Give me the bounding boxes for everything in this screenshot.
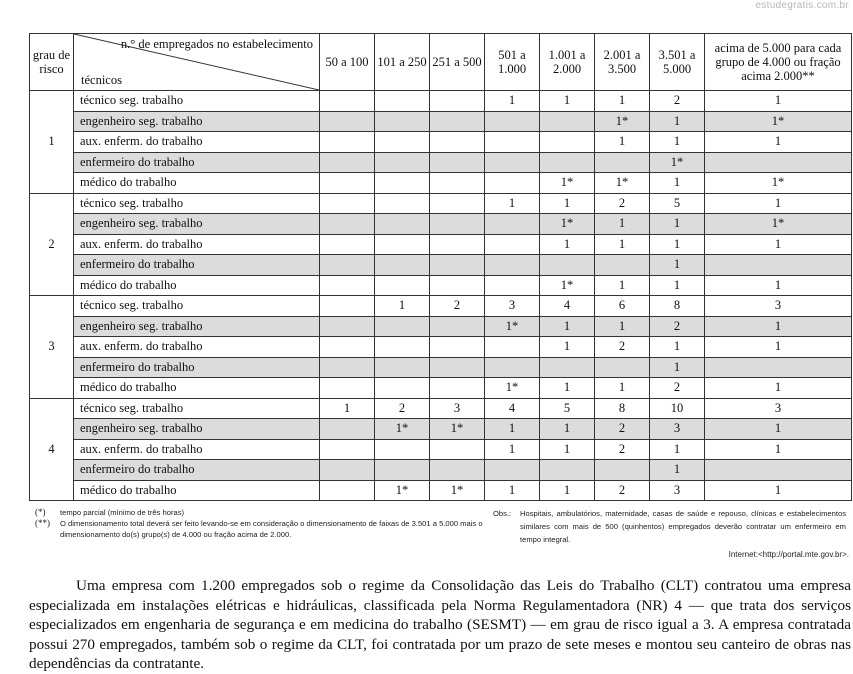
role-label-cell: aux. enferm. do trabalho [74,234,320,255]
count-cell [705,255,852,276]
count-cell: 1 [705,480,852,501]
count-cell: 8 [595,398,650,419]
role-label-cell: enfermeiro do trabalho [74,460,320,481]
count-cell: 1* [375,480,430,501]
count-cell: 1 [595,214,650,235]
count-cell: 1* [485,316,540,337]
count-cell: 1 [595,234,650,255]
grau-risco-cell: 1 [30,91,74,194]
role-label-cell: enfermeiro do trabalho [74,357,320,378]
count-cell [375,460,430,481]
num-empregados-header: n.° de empregados no estabelecimento [120,37,313,51]
obs-text: Hospitais, ambulatórios, maternidade, casas de saúde e repouso, clínicas e estabelecimentos similares com mais de 500 (quinhentos) empregados deverão contratar um enfermeiro em tempo integral. [520,509,846,544]
count-cell: 1 [485,193,540,214]
count-cell [320,378,375,399]
count-cell: 2 [650,91,705,112]
count-cell: 1 [650,173,705,194]
footnote-text: tempo parcial (mínimo de três horas) [60,508,185,517]
footnote-text: O dimensionamento total deverá ser feito levando-se em consideração o dimensionamento de faixas de 3.501 a 5.000 mais o dimensionamento do(s) grupo(s) de 4.000 ou fração acima de 2.000. [60,519,483,539]
count-cell: 2 [595,480,650,501]
count-cell [320,460,375,481]
count-cell: 1 [485,439,540,460]
role-label-cell: técnico seg. trabalho [74,296,320,317]
count-cell [485,337,540,358]
table-row [30,316,852,337]
count-cell [540,152,595,173]
count-cell [430,111,485,132]
count-cell [430,152,485,173]
role-label-cell: engenheiro seg. trabalho [74,111,320,132]
count-cell: 1* [705,173,852,194]
count-cell: 3 [705,398,852,419]
count-cell: 6 [595,296,650,317]
source-citation: Internet:<http://portal.mte.gov.br>. [728,550,849,559]
grau-risco-cell: 2 [30,193,74,296]
count-cell: 5 [650,193,705,214]
count-cell [320,316,375,337]
count-cell [430,439,485,460]
count-cell: 1* [595,173,650,194]
obs-label: Obs.: [493,509,512,518]
count-cell [705,357,852,378]
role-label-cell: médico do trabalho [74,480,320,501]
table-row [30,480,852,501]
count-cell: 1* [705,214,852,235]
count-cell [320,419,375,440]
count-cell [430,316,485,337]
role-label-cell: engenheiro seg. trabalho [74,214,320,235]
range-header: 101 a 250 [375,34,430,91]
footnote-tempo-parcial [29,507,489,518]
count-cell: 1 [540,378,595,399]
role-label-cell: engenheiro seg. trabalho [74,419,320,440]
table-row [30,193,852,214]
count-cell [595,255,650,276]
count-cell: 1 [540,480,595,501]
count-cell [375,111,430,132]
count-cell: 1* [540,214,595,235]
grau-risco-cell: 3 [30,296,74,399]
count-cell [375,275,430,296]
role-label-cell: técnico seg. trabalho [74,398,320,419]
question-paragraph: Uma empresa com 1.200 empregados sob o regime da Consolidação das Leis do Trabalho (CLT) contratou uma empresa especializada em instalações elétricas e hidráulicas, classificada pela Norma Regulamentadora (NR) 4 — que trata dos serviços especializados em engenharia de segurança e em medicina do trabalho (SESMT) — em grau de risco igual a 3. A empresa contratada possui 270 empregados, também sob o regime da CLT, foi contratada por um prazo de sete meses e montou seu canteiro de obras nas dependências da contratante. [29,577,851,672]
count-cell: 1 [650,275,705,296]
count-cell [430,337,485,358]
count-cell [375,378,430,399]
count-cell [595,460,650,481]
count-cell [540,357,595,378]
count-cell: 1 [705,419,852,440]
count-cell [375,357,430,378]
count-cell [485,234,540,255]
sesmt-table [29,33,852,501]
count-cell: 3 [705,296,852,317]
count-cell [595,357,650,378]
count-cell: 1 [485,480,540,501]
count-cell [430,460,485,481]
count-cell [540,111,595,132]
range-header: 3.501 a 5.000 [650,34,705,91]
count-cell: 1 [650,214,705,235]
count-cell: 1* [705,111,852,132]
count-cell: 4 [485,398,540,419]
count-cell: 1* [650,152,705,173]
count-cell: 2 [595,337,650,358]
role-label-cell: engenheiro seg. trabalho [74,316,320,337]
count-cell: 1* [595,111,650,132]
count-cell [430,173,485,194]
role-label-cell: médico do trabalho [74,173,320,194]
count-cell [430,357,485,378]
count-cell: 1 [485,91,540,112]
count-cell: 1* [430,419,485,440]
table-row [30,296,852,317]
count-cell [375,173,430,194]
count-cell: 1* [430,480,485,501]
count-cell: 1 [485,419,540,440]
range-header: 501 a 1.000 [485,34,540,91]
count-cell: 2 [650,316,705,337]
count-cell: 10 [650,398,705,419]
count-cell [485,460,540,481]
count-cell [540,132,595,153]
count-cell: 3 [485,296,540,317]
tecnicos-header: técnicos [81,73,122,87]
footnotes [29,507,489,540]
count-cell: 1 [705,132,852,153]
count-cell: 2 [430,296,485,317]
count-cell: 1 [320,398,375,419]
count-cell: 1 [705,337,852,358]
count-cell: 1 [540,193,595,214]
count-cell: 1 [705,91,852,112]
count-cell: 3 [650,419,705,440]
count-cell: 1 [650,255,705,276]
table-row [30,234,852,255]
count-cell: 1* [540,173,595,194]
count-cell: 1 [595,378,650,399]
table-row [30,173,852,194]
count-cell: 1 [595,91,650,112]
count-cell [705,460,852,481]
count-cell: 1 [705,234,852,255]
count-cell: 1 [705,193,852,214]
range-header: 2.001 a 3.500 [595,34,650,91]
count-cell [430,132,485,153]
count-cell: 2 [595,439,650,460]
count-cell [485,214,540,235]
watermark: estudegratis.com.br [755,0,849,11]
role-label-cell: enfermeiro do trabalho [74,152,320,173]
count-cell [375,214,430,235]
count-cell: 1 [595,132,650,153]
count-cell [540,255,595,276]
count-cell [375,91,430,112]
obs-note [493,507,846,546]
footnote-mark: (*) [35,507,46,517]
table-row [30,398,852,419]
count-cell: 1 [540,419,595,440]
count-cell: 3 [430,398,485,419]
count-cell [320,439,375,460]
count-cell [375,234,430,255]
count-cell [705,152,852,173]
count-cell: 2 [595,193,650,214]
role-label-cell: técnico seg. trabalho [74,91,320,112]
count-cell [485,255,540,276]
table-row [30,419,852,440]
table-row [30,357,852,378]
count-cell: 1 [595,275,650,296]
count-cell: 1* [375,419,430,440]
count-cell [430,378,485,399]
count-cell [320,480,375,501]
count-cell: 4 [540,296,595,317]
count-cell [320,111,375,132]
count-cell [320,152,375,173]
table-row [30,91,852,112]
count-cell [375,255,430,276]
range-header: 251 a 500 [430,34,485,91]
count-cell [320,357,375,378]
count-cell: 1 [595,316,650,337]
acima-header: acima de 5.000 para cada grupo de 4.000 ou fração acima 2.000** [705,34,852,91]
count-cell: 1 [540,316,595,337]
count-cell: 1 [650,111,705,132]
count-cell: 2 [650,378,705,399]
table-row [30,439,852,460]
range-header: 50 a 100 [320,34,375,91]
count-cell: 1 [540,337,595,358]
count-cell: 1* [485,378,540,399]
grau-risco-cell: 4 [30,398,74,501]
diagonal-header-cell [74,34,320,91]
count-cell: 1 [650,439,705,460]
count-cell: 1 [650,337,705,358]
count-cell: 1 [705,316,852,337]
count-cell: 5 [540,398,595,419]
count-cell: 1 [375,296,430,317]
count-cell [320,193,375,214]
count-cell [375,152,430,173]
count-cell: 3 [650,480,705,501]
count-cell [485,152,540,173]
count-cell: 1 [650,460,705,481]
role-label-cell: médico do trabalho [74,378,320,399]
count-cell: 1* [540,275,595,296]
table-row [30,275,852,296]
count-cell [375,316,430,337]
role-label-cell: aux. enferm. do trabalho [74,132,320,153]
role-label-cell: enfermeiro do trabalho [74,255,320,276]
count-cell [320,296,375,317]
count-cell: 1 [540,91,595,112]
count-cell: 1 [650,357,705,378]
range-header: 1.001 a 2.000 [540,34,595,91]
count-cell [540,460,595,481]
role-label-cell: aux. enferm. do trabalho [74,337,320,358]
count-cell [320,337,375,358]
count-cell: 1 [540,234,595,255]
count-cell [485,275,540,296]
count-cell [430,193,485,214]
role-label-cell: aux. enferm. do trabalho [74,439,320,460]
count-cell [320,275,375,296]
count-cell: 2 [375,398,430,419]
table-row [30,132,852,153]
table-body [30,91,852,501]
table-row [30,378,852,399]
count-cell [320,132,375,153]
count-cell: 1 [540,439,595,460]
table-row [30,255,852,276]
count-cell [430,275,485,296]
count-cell [320,91,375,112]
count-cell [485,132,540,153]
count-cell: 2 [595,419,650,440]
count-cell: 1 [705,378,852,399]
count-cell [320,255,375,276]
count-cell [485,173,540,194]
count-cell [320,234,375,255]
count-cell [430,255,485,276]
count-cell [320,173,375,194]
count-cell: 1 [650,132,705,153]
count-cell [320,214,375,235]
footnote-dimensionamento [29,518,489,540]
role-label-cell: médico do trabalho [74,275,320,296]
count-cell [430,234,485,255]
role-label-cell: técnico seg. trabalho [74,193,320,214]
table-row [30,214,852,235]
table-row [30,337,852,358]
count-cell [485,357,540,378]
grau-risco-header: grau de risco [30,34,74,91]
count-cell: 8 [650,296,705,317]
footnote-mark: (**) [35,518,50,528]
count-cell: 1 [705,439,852,460]
count-cell: 1 [650,234,705,255]
table-row [30,460,852,481]
count-cell: 1 [705,275,852,296]
count-cell [375,193,430,214]
table-row [30,111,852,132]
count-cell [375,439,430,460]
count-cell [430,214,485,235]
count-cell [375,337,430,358]
count-cell [595,152,650,173]
table-row [30,152,852,173]
count-cell [485,111,540,132]
count-cell [375,132,430,153]
count-cell [430,91,485,112]
